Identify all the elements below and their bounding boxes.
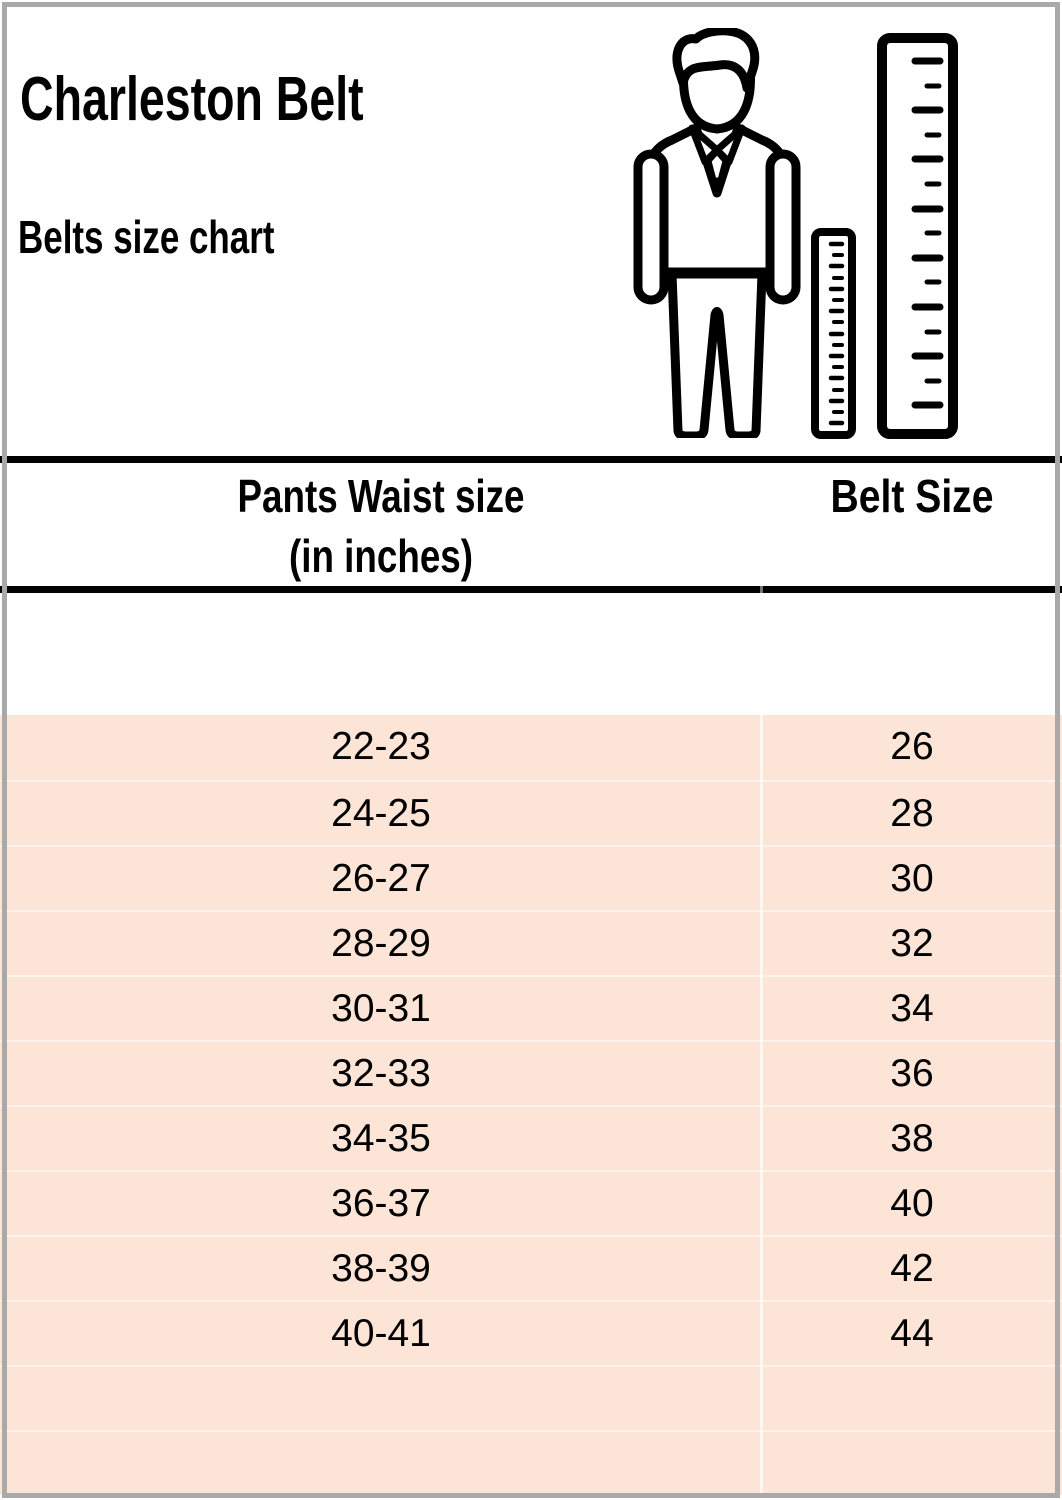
belt-cell: 38: [890, 1117, 934, 1160]
header-top-rule: [0, 456, 1062, 463]
belt-cell: 32: [890, 922, 934, 965]
waist-cell: 22-23: [331, 725, 431, 768]
column-header-waist: [76, 466, 686, 586]
waist-cell: 30-31: [331, 987, 431, 1030]
waist-cell: 38-39: [331, 1247, 431, 1290]
belt-cell: [762, 1367, 1062, 1430]
table-row: [0, 1300, 1062, 1365]
table-row: [0, 910, 1062, 975]
waist-cell: 34-35: [331, 1117, 431, 1160]
waist-cell: 36-37: [331, 1182, 431, 1225]
short-ruler-icon: [811, 228, 856, 439]
waist-header-line1: Pants Waist size: [237, 470, 525, 522]
waist-cell: 40-41: [331, 1312, 431, 1355]
chart-subtitle: Belts size chart: [18, 211, 275, 263]
belt-cell: 26: [890, 725, 934, 768]
table-row: [0, 1040, 1062, 1105]
belt-cell: 44: [890, 1312, 934, 1355]
belt-cell: 30: [890, 857, 934, 900]
table-row: [0, 1170, 1062, 1235]
header-bottom-rule: [0, 586, 1062, 593]
table-row-empty: [0, 1430, 1062, 1495]
table-row-empty: [0, 1365, 1062, 1430]
table-row: [0, 975, 1062, 1040]
belt-cell: 40: [890, 1182, 934, 1225]
belt-cell: 34: [890, 987, 934, 1030]
waist-header-line2: (in inches): [288, 530, 474, 582]
column-divider-notch: [760, 586, 763, 593]
waist-cell: 32-33: [331, 1052, 431, 1095]
column-header-belt: Belt Size: [830, 470, 994, 522]
belt-cell: [762, 1432, 1062, 1495]
size-table-body: [0, 715, 1062, 1495]
table-row: [0, 1105, 1062, 1170]
table-row: [0, 1235, 1062, 1300]
page-title: Charleston Belt: [20, 65, 364, 134]
table-row: [0, 780, 1062, 845]
tall-ruler-icon: [877, 33, 958, 439]
waist-cell: 26-27: [331, 857, 431, 900]
table-row: [0, 845, 1062, 910]
waist-cell: 24-25: [331, 792, 431, 835]
waist-cell: [0, 1367, 762, 1430]
belt-cell: 36: [890, 1052, 934, 1095]
waist-cell: [0, 1432, 762, 1495]
waist-cell: 28-29: [331, 922, 431, 965]
belt-cell: 28: [890, 792, 934, 835]
belt-cell: 42: [890, 1247, 934, 1290]
standing-man-icon: [632, 28, 802, 438]
table-row: [0, 715, 1062, 780]
